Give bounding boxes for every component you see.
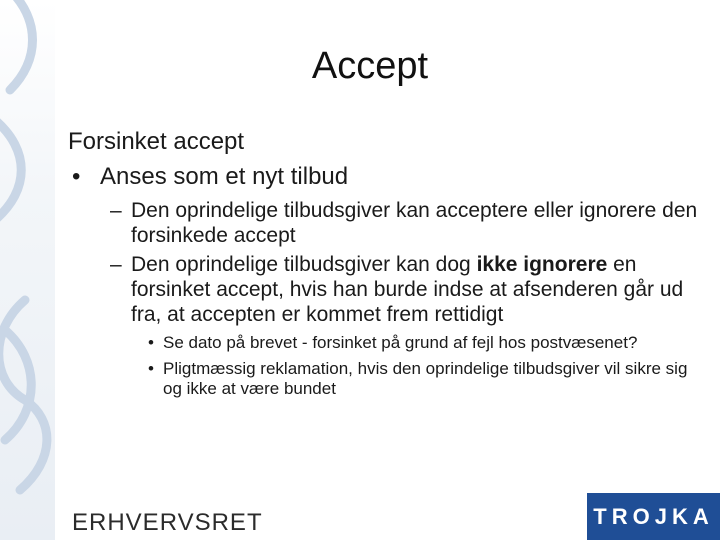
slide-content bbox=[68, 126, 698, 399]
sub-bullet-text-end: en forsinket accept, hvis han burde indse at afsenderen går ud fra, at accepten er kommet frem rettidigt bbox=[131, 253, 684, 326]
trojka-logo-text: TROJKA bbox=[593, 503, 714, 529]
sub-bullet-text-start: Den oprindelige tilbudsgiver kan dog bbox=[131, 253, 477, 276]
trojka-logo bbox=[587, 493, 720, 540]
sub-bullet-item bbox=[68, 252, 698, 327]
bullet-icon: • bbox=[72, 163, 81, 190]
sub-sub-bullet-item bbox=[68, 333, 698, 353]
bullet-icon: • bbox=[148, 359, 154, 378]
sub-bullet-text: Den oprindelige tilbudsgiver kan acceptere eller ignorere den forsinkede accept bbox=[131, 199, 698, 247]
paragraph-symbols-icon bbox=[0, 0, 55, 540]
bullet-icon: • bbox=[148, 333, 154, 352]
decorative-paragraph-strip bbox=[0, 0, 55, 540]
erhvervsret-logo: ERHVERVSRET bbox=[72, 509, 263, 536]
dash-icon: – bbox=[110, 253, 122, 276]
slide-title: Accept bbox=[311, 45, 429, 87]
sub-sub-bullet-item bbox=[68, 359, 698, 399]
sub-bullet-item bbox=[68, 198, 698, 248]
dash-icon: – bbox=[110, 199, 122, 222]
sub-bullet-text-bold: ikke ignorere bbox=[476, 253, 608, 276]
sub-sub-bullet-text: Se dato på brevet - forsinket på grund af fejl hos postvæsenet? bbox=[163, 333, 638, 352]
bullet-text: Anses som et nyt tilbud bbox=[100, 163, 349, 190]
bullet-item bbox=[68, 162, 698, 192]
sub-sub-bullet-text: Pligtmæssig reklamation, hvis den oprindelige tilbudsgiver vil sikre sig og ikke at være bundet bbox=[163, 359, 688, 398]
section-heading: Forsinket accept bbox=[68, 128, 245, 155]
